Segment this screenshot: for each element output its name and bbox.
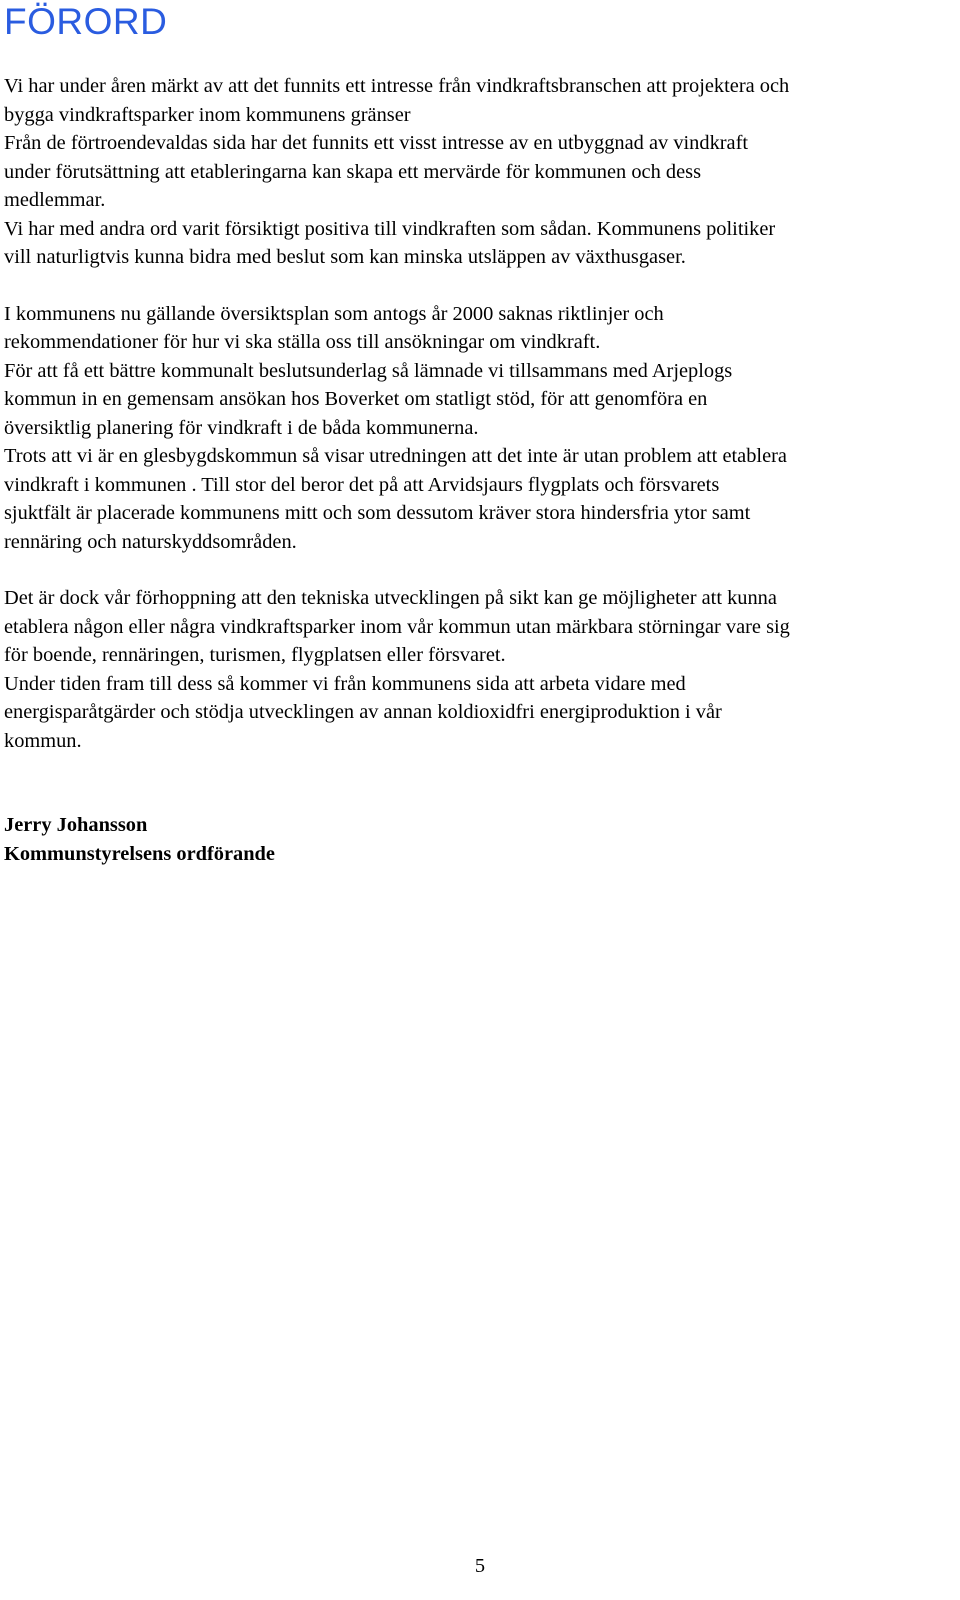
text-line: Trots att vi är en glesbygdskommun så visar utredningen att det inte är utan problem att etablera (4, 445, 787, 467)
text-line: Från de förtroendevaldas sida har det funnits ett visst intresse av en utbyggnad av vindkraft (4, 132, 749, 154)
text-line: vill naturligtvis kunna bidra med beslut som kan minska utsläppen av växthusgaser. (4, 246, 686, 268)
text-line: för boende, rennäringen, turismen, flygplatsen eller försvaret. (4, 644, 506, 666)
paragraph-spacer (4, 556, 956, 584)
text-line: vindkraft i kommunen . Till stor del beror det på att Arvidsjaurs flygplats och försvarets (4, 473, 720, 496)
page-title: FÖRORD (4, 1, 168, 42)
text-line: För att få ett bättre kommunalt beslutsunderlag så lämnade vi tillsammans med Arjeplogs (4, 359, 733, 382)
signatory-title: Kommunstyrelsens ordförande (4, 842, 275, 865)
text-line: bygga vindkraftsparker inom kommunens gränser (4, 103, 411, 126)
text-line: kommun in en gemensam ansökan hos Boverket om statligt stöd, för att genomföra en (4, 388, 708, 410)
text-line: I kommunens nu gällande översiktsplan som antogs år 2000 saknas riktlinjer och (4, 302, 664, 325)
text-line: rekommendationer för hur vi ska ställa oss till ansökningar om vindkraft. (4, 331, 601, 353)
paragraph-1 (4, 72, 956, 272)
paragraph-2 (4, 300, 956, 557)
text-line: etablera någon eller några vindkraftsparker inom vår kommun utan märkbara störningar vare sig (4, 615, 790, 638)
text-line: energisparåtgärder och stödja utvecklingen av annan koldioxidfri energiproduktion i vår (4, 701, 722, 723)
paragraph-spacer (4, 272, 956, 300)
text-line: medlemmar. (4, 189, 106, 211)
text-line: kommun. (4, 729, 82, 752)
text-line: Under tiden fram till dess så kommer vi från kommunens sida att arbeta vidare med (4, 672, 686, 695)
text-line: Vi har under åren märkt av att det funnits ett intresse från vindkraftsbranschen att projektera och (4, 75, 790, 97)
text-line: översiktlig planering för vindkraft i de båda kommunerna. (4, 416, 479, 439)
text-line: Vi har med andra ord varit försiktigt positiva till vindkraften som sådan. Kommunens politiker (4, 217, 776, 240)
text-line: under förutsättning att etableringarna kan skapa ett mervärde för kommunen och dess (4, 160, 702, 183)
signatory-name: Jerry Johansson (4, 814, 148, 836)
signature-block (4, 811, 956, 868)
text-line: Det är dock vår förhoppning att den tekniska utvecklingen på sikt kan ge möjligheter att kunna (4, 587, 777, 609)
paragraph-3 (4, 584, 956, 755)
signature-spacer (4, 755, 956, 811)
text-line: rennäring och naturskyddsområden. (4, 530, 297, 553)
body-text (4, 72, 956, 868)
page-number: 5 (474, 1555, 486, 1577)
text-line: sjuktfält är placerade kommunens mitt och som dessutom kräver stora hindersfria ytor samt (4, 502, 751, 524)
